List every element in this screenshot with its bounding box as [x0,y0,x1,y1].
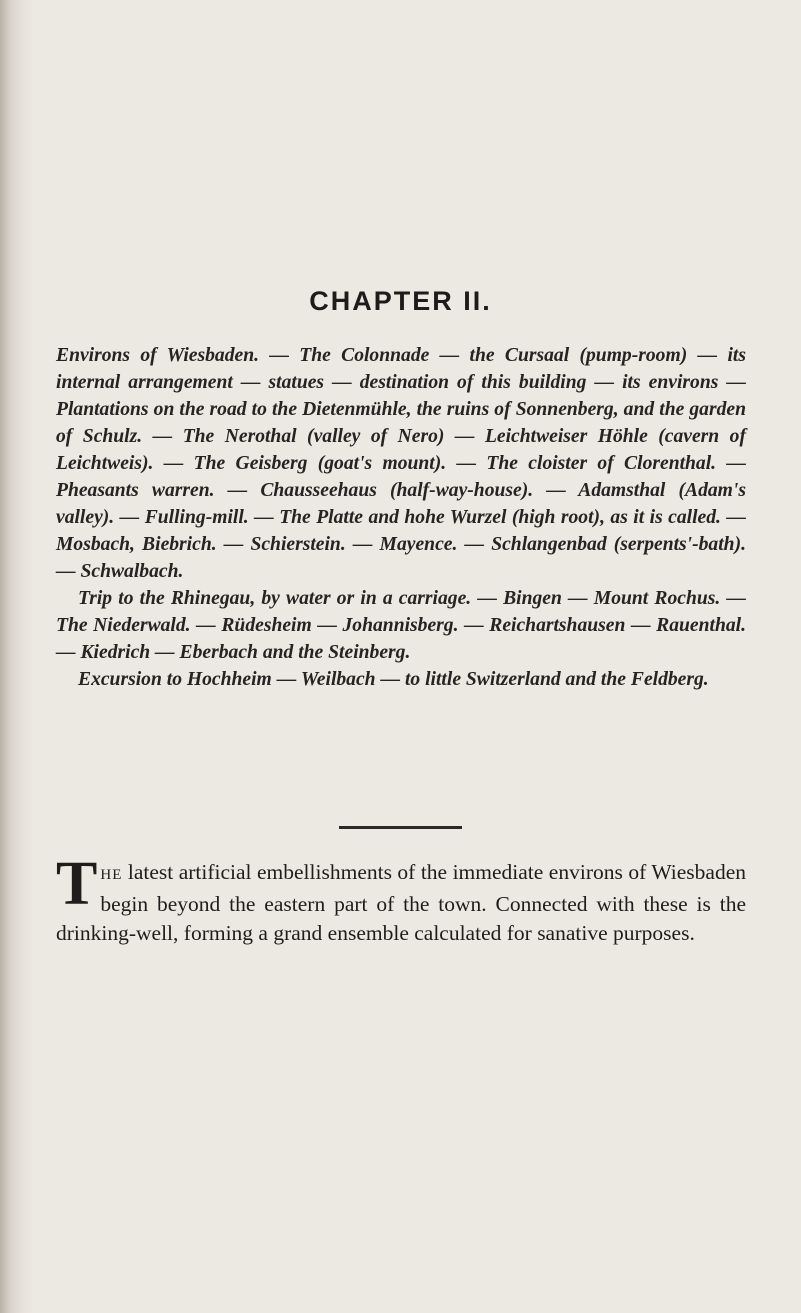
body-paragraph [56,850,746,948]
summary-paragraph-1: Environs of Wiesbaden. — The Colonnade — the Cursaal (pump-room) — its internal arrangement — statues — destination of this building — its environs — Plantations on the road to the Dietenmühle, the ruins of Sonnenberg, and the garden of Schulz. — The Nerothal (valley of Nero) — Leichtweiser Höhle (cavern of Leichtweis). — The Geisberg (goat's mount). — The cloister of Clorenthal. — Pheasants warren. — Chausseehaus (half-way-house). — Adamsthal (Adam's valley). — Fulling-mill. — The Platte and hohe Wurzel (high root), as it is called. — Mosbach, Biebrich. — Schierstein. — Mayence. — Schlangenbad (serpents'-bath). — Schwalbach. [56,345,746,582]
summary-paragraph-2: Trip to the Rhinegau, by water or in a carriage. — Bingen — Mount Rochus. — The Niederwald. — Rüdesheim — Johannisberg. — Reichartshausen — Rauenthal. — Kiedrich — Eberbach and the Steinberg. [56,588,746,663]
chapter-summary [56,342,746,693]
section-divider [339,826,462,829]
small-caps-word: HE [100,867,123,883]
chapter-title: CHAPTER II. [309,286,492,316]
drop-cap: T [56,850,98,918]
summary-paragraph-3: Excursion to Hochheim — Weilbach — to little Switzerland and the Feldberg. [78,669,709,690]
body-text: latest artificial embellishments of the immediate environs of Wiesbaden begin beyond the eastern part of the town. Connected with these is the drinking-well, forming a grand ensemble calculated for sanative purposes. [56,860,746,945]
